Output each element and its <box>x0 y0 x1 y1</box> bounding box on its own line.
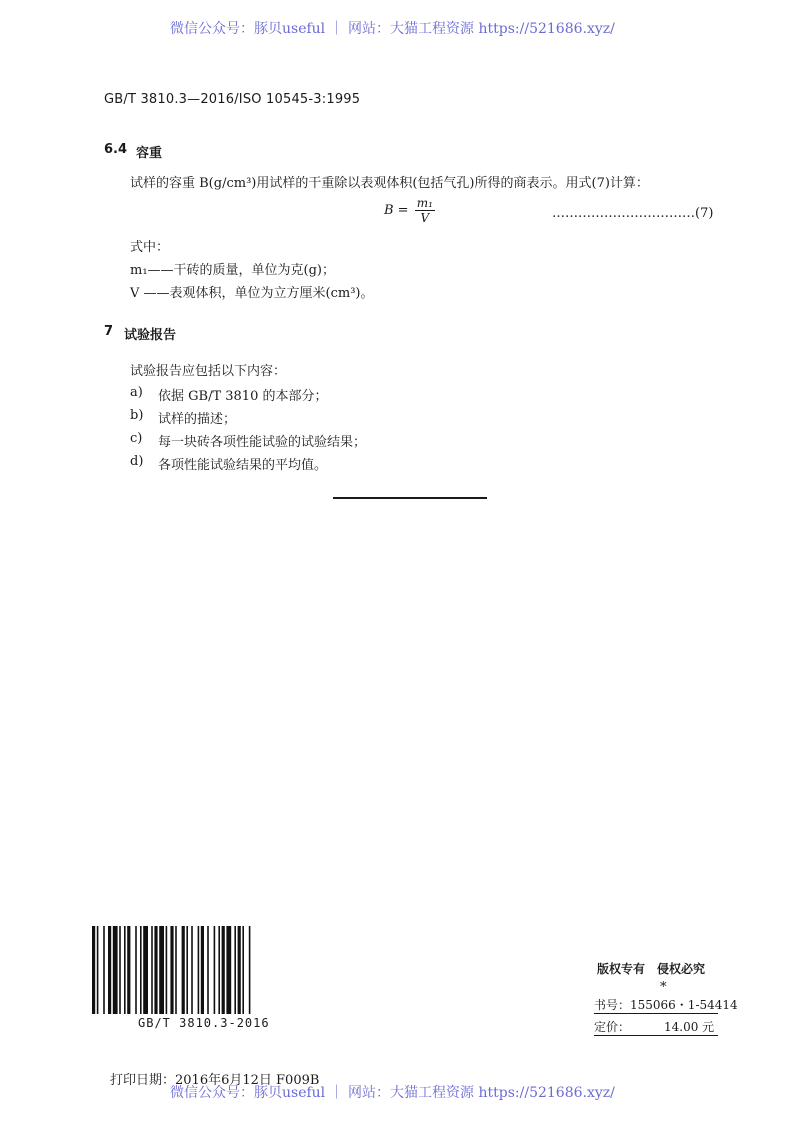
book-number: 书号：155066・1-54414 <box>594 998 738 1012</box>
formula-denominator: V <box>420 211 430 225</box>
equation-number: ……………………………(7) <box>552 206 714 221</box>
list-item-a-text: 依据 GB/T 3810 的本部分； <box>158 389 328 404</box>
price-rule-top <box>594 1013 718 1014</box>
print-date: 打印日期：2016年6月12日 F009B <box>110 1073 320 1088</box>
definition-m1: m₁——干砖的质量，单位为克(g)； <box>130 263 336 278</box>
formula-numerator: m₁ <box>416 196 433 210</box>
list-item-a-marker: a) <box>130 385 143 400</box>
price-rule-bottom <box>594 1035 718 1036</box>
list-item-b-marker: b) <box>130 408 144 423</box>
document-header: GB/T 3810.3—2016/ISO 10545-3:1995 <box>104 92 361 107</box>
density-formula <box>384 196 435 225</box>
watermark-top: 微信公众号：豚贝useful ｜ 网站：大猫工程资源 https://521686.xyz/ <box>170 21 615 37</box>
end-of-text-rule <box>333 497 487 499</box>
list-item-d-marker: d) <box>130 454 144 469</box>
section-7-title: 试验报告 <box>124 328 177 343</box>
list-item-c-text: 每一块砖各项性能试验的试验结果； <box>158 435 367 450</box>
star-mark: * <box>660 980 667 995</box>
list-item-c-marker: c) <box>130 431 143 446</box>
formula-fraction <box>415 196 435 225</box>
formula-lhs: B = <box>384 203 409 218</box>
section-6-4-number: 6.4 <box>104 142 128 157</box>
section-6-4-paragraph: 试样的容重 B(g/cm³)用试样的干重除以表观体积(包括气孔)所得的商表示。用式(7)计算： <box>130 176 649 191</box>
list-item-d-text: 各项性能试验结果的平均值。 <box>158 458 328 473</box>
watermark-bottom: 微信公众号：豚贝useful ｜ 网站：大猫工程资源 https://521686.xyz/ <box>170 1085 615 1101</box>
copyright-notice: 版权专有 侵权必究 <box>597 962 706 976</box>
barcode-label: GB/T 3810.3-2016 <box>138 1016 270 1030</box>
section-7-number: 7 <box>104 324 114 339</box>
price-value: 14.00 元 <box>664 1020 715 1034</box>
definition-v: V ——表观体积，单位为立方厘米(cm³)。 <box>130 286 374 301</box>
barcode <box>92 926 306 1014</box>
list-item-b-text: 试样的描述； <box>158 412 237 427</box>
where-label: 式中： <box>130 240 170 255</box>
section-7-intro: 试验报告应包括以下内容： <box>130 364 287 379</box>
section-6-4-title: 容重 <box>136 146 163 161</box>
price-label: 定价： <box>594 1020 631 1034</box>
